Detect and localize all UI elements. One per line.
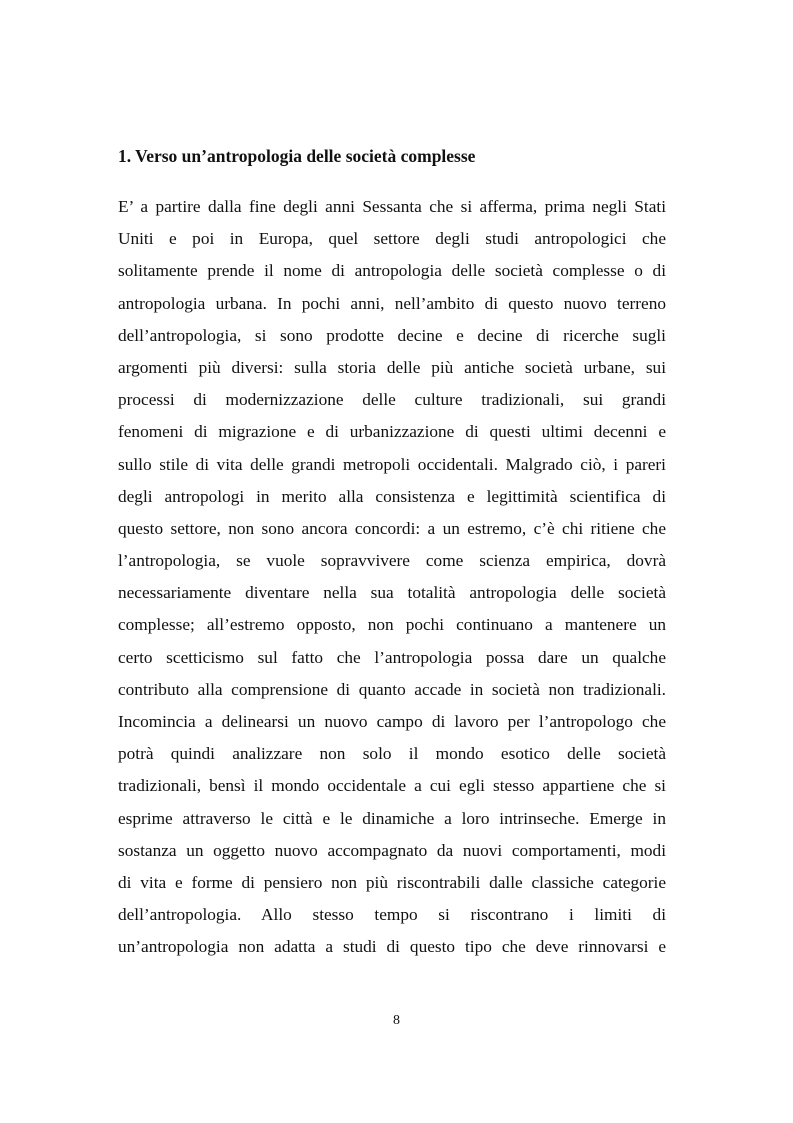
text-line: degli antropologi in merito alla consistenza e legittimità scientifica di [118,486,666,506]
text-line: antropologia urbana. In pochi anni, nell’ambito di questo nuovo terreno [118,293,666,313]
text-line: Uniti e poi in Europa, quel settore degli studi antropologici che [118,229,666,249]
text-line: un’antropologia non adatta a studi di questo tipo che deve rinnovarsi e [118,937,666,957]
text-line: dell’antropologia, si sono prodotte decine e decine di ricerche sugli [118,325,666,345]
text-line: fenomeni di migrazione e di urbanizzazione di questi ultimi decenni e [118,422,666,442]
text-line: questo settore, non sono ancora concordi: a un estremo, c’è chi ritiene che [118,518,666,538]
text-line: processi di modernizzazione delle culture tradizionali, sui grandi [118,390,666,410]
text-line: l’antropologia, se vuole sopravvivere come scienza empirica, dovrà [118,551,666,571]
text-line: certo scetticismo sul fatto che l’antropologia possa dare un qualche [118,647,666,667]
body-paragraph [118,196,666,969]
text-line: tradizionali, bensì il mondo occidentale a cui egli stesso appartiene che si [118,776,666,796]
text-line: potrà quindi analizzare non solo il mondo esotico delle società [118,744,666,764]
page-number: 8 [393,1013,400,1028]
text-line: dell’antropologia. Allo stesso tempo si riscontrano i limiti di [118,905,666,925]
section-heading: 1. Verso un’antropologia delle società complesse [118,146,476,166]
text-line: sostanza un oggetto nuovo accompagnato da nuovi comportamenti, modi [118,840,666,860]
text-line: sullo stile di vita delle grandi metropoli occidentali. Malgrado ciò, i pareri [118,454,666,474]
text-line: argomenti più diversi: sulla storia delle più antiche società urbane, sui [118,357,666,377]
text-line: esprime attraverso le città e le dinamiche a loro intrinseche. Emerge in [118,808,666,828]
text-line: solitamente prende il nome di antropologia delle società complesse o di [118,261,666,281]
text-line: necessariamente diventare nella sua totalità antropologia delle società [118,583,666,603]
text-line: Incomincia a delinearsi un nuovo campo di lavoro per l’antropologo che [118,712,666,731]
text-line: di vita e forme di pensiero non più riscontrabili dalle classiche categorie [118,872,666,892]
text-line: complesse; all’estremo opposto, non pochi continuano a mantenere un [118,615,666,635]
text-line: E’ a partire dalla fine degli anni Sessanta che si afferma, prima negli Stati [118,197,666,216]
text-line: contributo alla comprensione di quanto accade in società non tradizionali. [118,679,666,699]
